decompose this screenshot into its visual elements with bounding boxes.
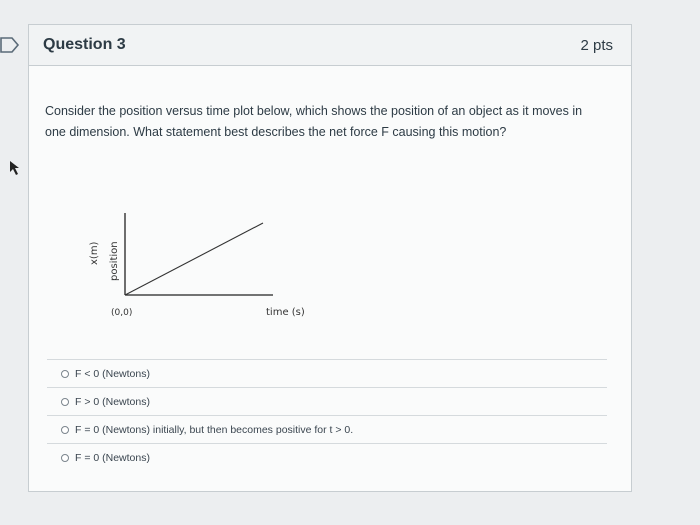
answer-option-label[interactable]: F < 0 (Newtons) [75, 367, 150, 380]
position-time-graph [73, 203, 373, 353]
bookmark-flag-icon[interactable] [0, 36, 20, 54]
answer-option-label[interactable]: F = 0 (Newtons) initially, but then becomes positive for t > 0. [75, 423, 354, 436]
y-axis-label-position: position [109, 241, 120, 281]
question-header [29, 25, 631, 66]
answer-option[interactable] [47, 360, 607, 387]
question-points: 2 pts [580, 36, 613, 54]
answer-option[interactable] [47, 388, 607, 415]
position-line [125, 223, 263, 295]
origin-label: (0,0) [111, 308, 133, 318]
answer-options [47, 359, 607, 471]
answer-option-label[interactable]: F = 0 (Newtons) [75, 451, 150, 464]
answer-option[interactable] [47, 444, 607, 471]
radio-button[interactable] [61, 426, 69, 434]
radio-button[interactable] [61, 454, 69, 462]
radio-button[interactable] [61, 398, 69, 406]
question-text: Consider the position versus time plot below, which shows the position of an object as it moves in one dimension. What statement best describes the net force F causing this motion? [45, 104, 583, 139]
question-card [28, 24, 632, 492]
answer-option[interactable] [47, 416, 607, 443]
cursor-arrow-icon [8, 160, 22, 176]
answer-option-label[interactable]: F > 0 (Newtons) [75, 395, 150, 408]
question-title: Question 3 [43, 36, 126, 53]
radio-button[interactable] [61, 370, 69, 378]
x-axis-label: time (s) [266, 307, 305, 318]
y-axis-label-x: x(m) [89, 241, 100, 265]
